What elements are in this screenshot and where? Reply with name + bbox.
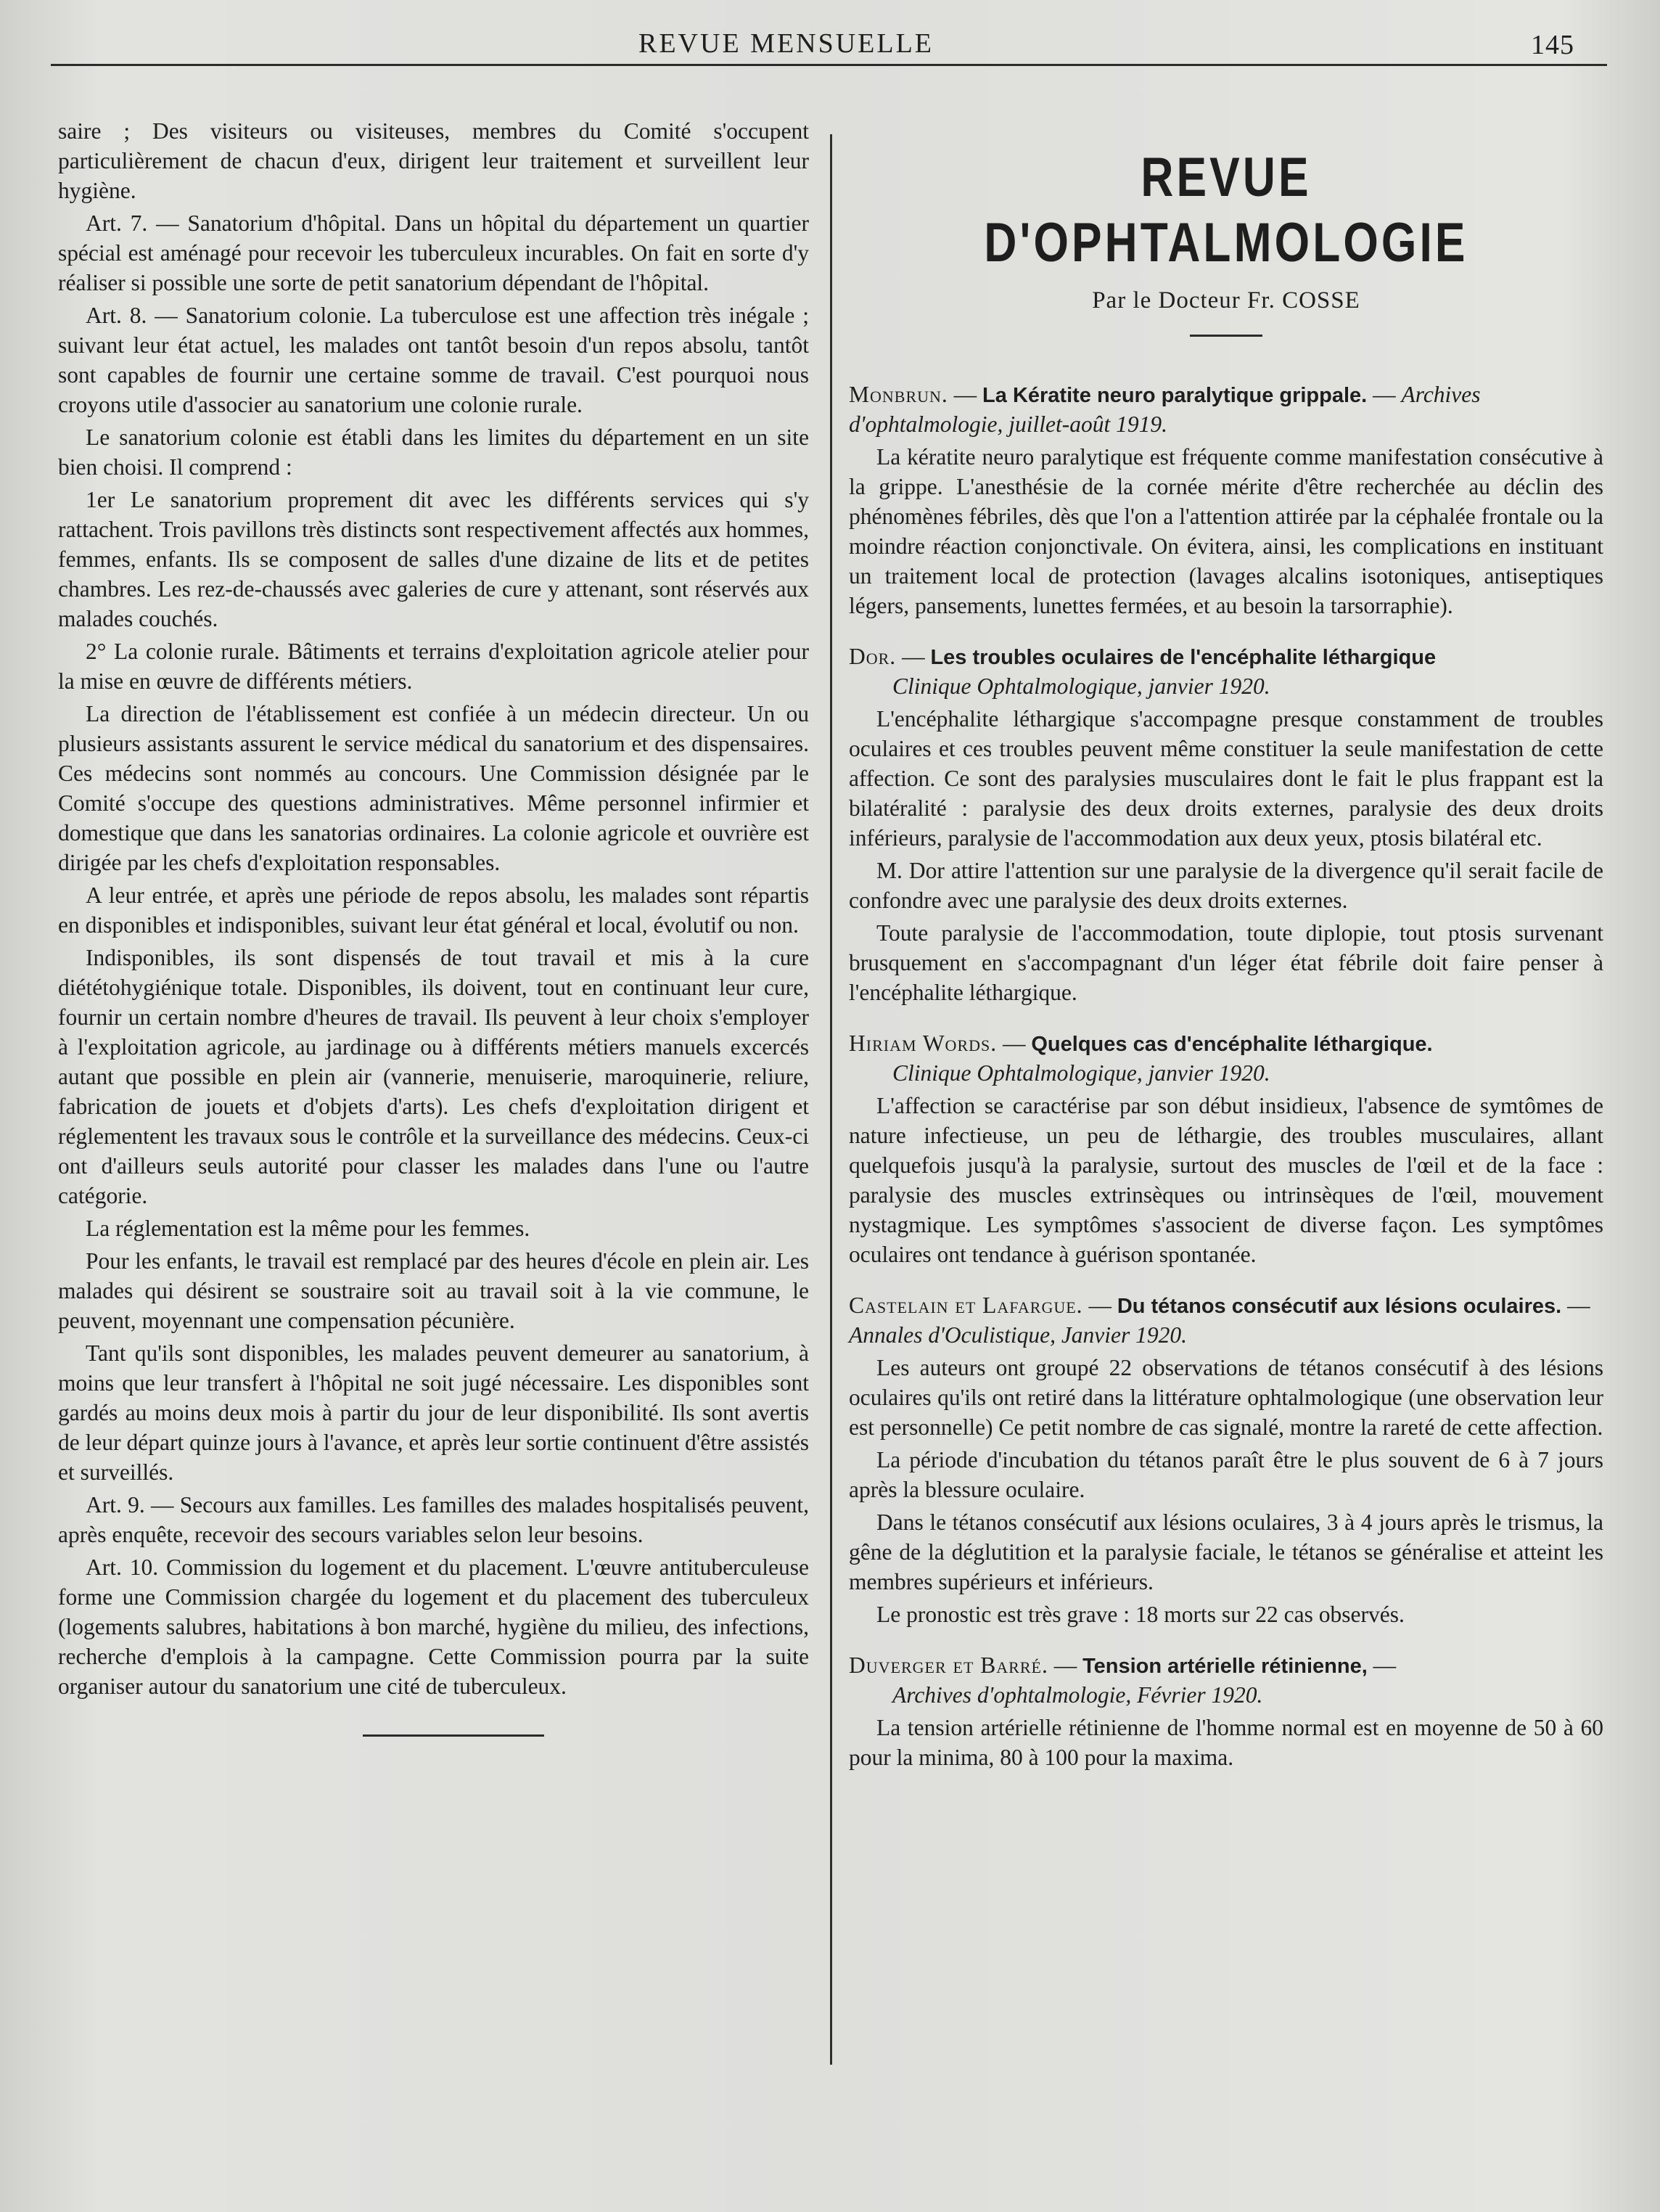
entry-header: Duverger et Barré. — Tension artérielle rétinienne, — Archives d'ophtalmologie, Février 1920. bbox=[849, 1652, 1397, 1708]
end-rule bbox=[363, 1734, 544, 1737]
entry-title: Quelques cas d'encéphalite léthargique. bbox=[1031, 1033, 1433, 1056]
paragraph: saire ; Des visiteurs ou visiteuses, membres du Comité s'occupent particulièrement de chacun d'eux, dirigent leur traitement et surveillent leur hygiène. bbox=[58, 118, 809, 203]
review-entry bbox=[849, 380, 1603, 620]
page-number: 145 bbox=[1531, 30, 1574, 60]
entry-source: Archives d'ophtalmologie, juillet-août 1919. bbox=[849, 382, 1481, 437]
review-entry bbox=[849, 1029, 1603, 1269]
paragraph: Toute paralysie de l'accommodation, toute diplopie, tout ptosis survenant brusquement en s'accompagnant d'un léger état fébrile doit faire penser à l'encéphalite léthargique. bbox=[849, 920, 1603, 1005]
paragraph: Art. 10. Commission du logement et du placement. L'œuvre antituberculeuse forme une Commission chargée du logement et du placement des tuberculeux (logements salubres, habitations à bon marché, hygiène du milieu, des infections, recherche d'emplois à la campagne. Cette Commission pourra par la suite organiser autour du sanatorium une cité de tuberculeux. bbox=[58, 1554, 809, 1699]
column-divider bbox=[830, 134, 832, 2065]
paragraph: Les auteurs ont groupé 22 observations de tétanos consécutif à des lésions oculaires qu'ils ont retiré dans la littérature ophtalmologique (une observation leur est personnelle) Ce petit nombre de cas signalé, montre la rareté de cette affection. bbox=[849, 1355, 1603, 1440]
section-masthead: REVUE D'OPHTALMOLOGIE bbox=[984, 147, 1468, 274]
entry-author: Hiriam Words. bbox=[849, 1031, 998, 1056]
review-entry bbox=[849, 1291, 1603, 1629]
paragraph: Le pronostic est très grave : 18 morts sur 22 cas observés. bbox=[876, 1602, 1405, 1627]
byline: Par le Docteur Fr. COSSE bbox=[1092, 287, 1360, 314]
paragraph: A leur entrée, et après une période de repos absolu, les malades sont répartis en disponibles et indisponibles, suivant leur état général et local, évolutif ou non. bbox=[58, 882, 809, 938]
review-entry bbox=[849, 1651, 1603, 1772]
paragraph: L'encéphalite léthargique s'accompagne presque constamment de troubles oculaires et ces troubles peuvent même constituer la seule manifestation de cette affection. Ce sont des paralysies musculaires dont le fait le plus frappant est la bilatéralité : paralysie des deux droits externes, paralysie des deux droits inférieurs, paralysie de l'accommodation aux deux yeux, ptosis bilatéral etc. bbox=[849, 706, 1603, 851]
entry-author: Castelain et Lafargue. bbox=[849, 1293, 1083, 1318]
header-rule bbox=[51, 64, 1607, 66]
paragraph: Indisponibles, ils sont dispensés de tout travail et mis à la cure diététohygiénique totale. Disponibles, ils doivent, tout en continuant leur cure, fournir un certain nombre d'heures de travail. Ils peuvent à leur choix s'employer à l'exploitation agricole, au jardinage ou à différents métiers manuels excercés autant que possible en plein air (vannerie, menuiserie, maroquinerie, reliure, fabrication de jouets et d'objets d'arts). Les chefs d'exploitation dirigent et réglementent les travaux sous le contrôle et la surveillance des médecins. Ceux-ci ont d'ailleurs seuls autorité pour classer les malades dans l'une ou l'autre catégorie. bbox=[58, 945, 809, 1208]
paragraph: Art. 7. — Sanatorium d'hôpital. Dans un hôpital du département un quartier spécial est aménagé pour recevoir les tuberculeux incurables. On fait en sorte d'y réaliser si possible une sorte de petit sanatorium dépendant de l'hôpital. bbox=[58, 210, 809, 295]
right-column bbox=[849, 109, 1603, 1775]
entry-title: Du tétanos consécutif aux lésions oculaires. bbox=[1117, 1295, 1562, 1318]
entry-author: Duverger et Barré. bbox=[849, 1652, 1048, 1678]
paragraph: Le sanatorium colonie est établi dans les limites du département en un site bien choisi. Il comprend : bbox=[58, 425, 809, 480]
paragraph: La période d'incubation du tétanos paraît être le plus souvent de 6 à 7 jours après la blessure oculaire. bbox=[849, 1447, 1603, 1502]
paragraph: La tension artérielle rétinienne de l'homme normal est en moyenne de 50 à 60 pour la minima, 80 à 100 pour la maxima. bbox=[849, 1715, 1603, 1770]
entry-author: Dor. bbox=[849, 644, 897, 669]
entry-header: Hiriam Words. — Quelques cas d'encéphalite léthargique. Clinique Ophtalmologique, janvier 1920. bbox=[849, 1031, 1433, 1086]
paragraph: Dans le tétanos consécutif aux lésions oculaires, 3 à 4 jours après le trismus, la gêne de la déglutition et la paralysie faciale, le tétanos se généralise et atteint les membres supérieurs et inférieurs. bbox=[849, 1510, 1603, 1594]
entry-title: Tension artérielle rétinienne, bbox=[1082, 1655, 1368, 1678]
entry-author: Monbrun. bbox=[849, 382, 948, 407]
paragraph: Tant qu'ils sont disponibles, les malades peuvent demeurer au sanatorium, à moins que leur transfert à l'hôpital ne soit jugé nécessaire. Les disponibles sont gardés au moins deux mois à partir du jour de leur disponibilité. Ils sont avertis de leur départ quinze jours à l'avance, et après leur sortie continuent d'être assistés et surveillés. bbox=[58, 1340, 809, 1485]
paragraph: Art. 9. — Secours aux familles. Les familles des malades hospitalisés peuvent, après enquête, recevoir des secours variables selon leur besoins. bbox=[58, 1492, 809, 1547]
paragraph: 2° La colonie rurale. Bâtiments et terrains d'exploitation agricole atelier pour la mise en œuvre de différents métiers. bbox=[58, 639, 809, 694]
entry-source: Annales d'Oculistique, Janvier 1920. bbox=[849, 1322, 1188, 1348]
entry-source: Clinique Ophtalmologique, janvier 1920. bbox=[892, 1060, 1270, 1086]
entry-source: Archives d'ophtalmologie, Février 1920. bbox=[892, 1682, 1263, 1708]
entry-header: Castelain et Lafargue. — Du tétanos consécutif aux lésions oculaires. — Annales d'Oculistique, Janvier 1920. bbox=[849, 1293, 1590, 1348]
masthead-rule bbox=[1190, 335, 1262, 337]
paragraph: La direction de l'établissement est confiée à un médecin directeur. Un ou plusieurs assistants assurent le service médical du sanatorium et des dispensaires. Ces médecins sont nommés au concours. Une Commission désignée par le Comité s'occupe des questions administratives. Même personnel infirmier et domestique que dans les sanatorias ordinaires. La colonie agricole et ouvrière est dirigée par les chefs d'exploitation responsables. bbox=[58, 701, 809, 875]
running-head-title: REVUE MENSUELLE bbox=[638, 28, 934, 59]
left-column bbox=[58, 116, 809, 1737]
entry-title: Les troubles oculaires de l'encéphalite léthargique bbox=[930, 646, 1437, 669]
paragraph: M. Dor attire l'attention sur une paralysie de la divergence qu'il serait facile de confondre avec une paralysie des deux droits externes. bbox=[849, 858, 1603, 913]
entry-source: Clinique Ophtalmologique, janvier 1920. bbox=[892, 673, 1270, 699]
entry-header: Monbrun. — La Kératite neuro paralytique grippale. — Archives d'ophtalmologie, juillet-août 1919. bbox=[849, 382, 1481, 437]
entry-header: Dor. — Les troubles oculaires de l'encéphalite léthargique Clinique Ophtalmologique, janvier 1920. bbox=[849, 644, 1437, 699]
paragraph: 1er Le sanatorium proprement dit avec les différents services qui s'y rattachent. Trois pavillons très distincts sont respectivement affectés aux hommes, femmes, enfants. Ils se composent de salles d'une dizaine de lits et de petites chambres. Les rez-de-chaussés avec galeries de cure y attenant, sont réservés aux malades couchés. bbox=[58, 487, 809, 631]
paragraph: Pour les enfants, le travail est remplacé par des heures d'école en plein air. Les malades qui désirent se soustraire soit au travail soit à la vie commune, le peuvent, moyennant une compensation pécunière. bbox=[58, 1248, 809, 1333]
running-head bbox=[0, 28, 1660, 64]
paragraph: L'affection se caractérise par son début insidieux, l'absence de symtômes de nature infectieuse, un peu de léthargie, des troubles musculaires, allant quelquefois jusqu'à la paralysie, surtout des muscles de l'œil et de la face : paralysie des muscles extrinsèques ou intrinsèques de l'œil, mouvement nystagmique. Les symptômes s'associent de diverse façon. Les symptômes oculaires ont tendance à guérison spontanée. bbox=[849, 1093, 1603, 1267]
paragraph: La réglementation est la même pour les femmes. bbox=[86, 1216, 530, 1241]
paragraph: La kératite neuro paralytique est fréquente comme manifestation consécutive à la grippe. L'anesthésie de la cornée mérite d'être recherchée au déclin des phénomènes fébriles, dès que l'on a l'attention attirée par la céphalée frontale ou la moindre réaction conjonctivale. On évitera, ainsi, les complications en instituant un traitement local de protection (lavages alcalins isotoniques, antiseptiques légers, pansements, lunettes fermées, et au besoin la tarsorraphie). bbox=[849, 444, 1603, 618]
paragraph: Art. 8. — Sanatorium colonie. La tuberculose est une affection très inégale ; suivant leur état actuel, les malades ont tantôt besoin d'un repos absolu, tantôt sont capables de fournir une certaine somme de travail. C'est pourquoi nous croyons utile d'associer au sanatorium une colonie rurale. bbox=[58, 303, 809, 417]
review-entry bbox=[849, 642, 1603, 1007]
entry-title: La Kératite neuro paralytique grippale. bbox=[982, 384, 1368, 407]
